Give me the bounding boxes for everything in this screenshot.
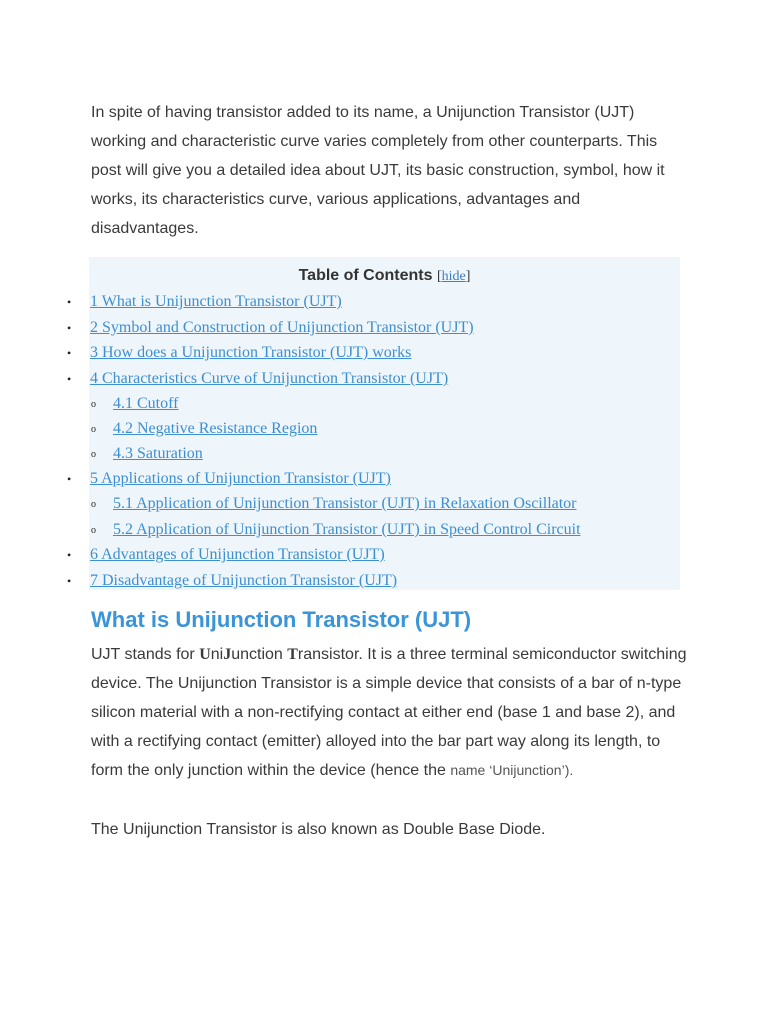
toc-item-label: Characteristics Curve of Unijunction Transistor (UJT) xyxy=(98,370,449,387)
section-paragraph xyxy=(91,640,691,785)
toc-item-label: Cutoff xyxy=(133,395,179,412)
toc-item-5 xyxy=(67,469,391,489)
toc-link-cutoff[interactable] xyxy=(113,395,178,412)
toc-item-label: Application of Unijunction Transistor (UJT) in Speed Control Circuit xyxy=(133,521,581,538)
toc-hide-bracket-close: ] xyxy=(465,269,471,284)
toc-hide-link[interactable]: hide xyxy=(441,269,466,284)
toc-item-number: 5.2 xyxy=(113,521,133,538)
toc-sub-bullet: o xyxy=(91,424,96,435)
toc-hide-bracket-open: [ xyxy=(436,269,442,284)
toc-link-negative-resistance[interactable] xyxy=(113,420,317,437)
toc-item-label: Application of Unijunction Transistor (UJT) in Relaxation Oscillator xyxy=(133,495,577,512)
double-base-diode-note: The Unijunction Transistor is also known as Double Base Diode. xyxy=(91,821,546,838)
toc-link-saturation[interactable] xyxy=(113,445,203,462)
toc-link-what-is-ujt[interactable] xyxy=(90,293,342,310)
toc-item-4-3 xyxy=(91,444,203,464)
toc-item-label: Symbol and Construction of Unijunction Transistor (UJT) xyxy=(98,319,474,336)
toc-item-4-1 xyxy=(91,394,179,414)
toc-bullet: • xyxy=(67,346,72,360)
toc-item-label: Saturation xyxy=(133,445,203,462)
toc-hide-wrapper xyxy=(437,269,470,284)
toc-item-number: 6 xyxy=(90,546,98,563)
toc-item-3 xyxy=(67,343,412,363)
toc-item-number: 4.1 xyxy=(113,395,133,412)
toc-item-number: 1 xyxy=(90,293,98,310)
toc-bullet: • xyxy=(67,321,72,335)
toc-item-label: How does a Unijunction Transistor (UJT) works xyxy=(98,344,412,361)
toc-bullet: • xyxy=(67,472,72,486)
toc-link-advantages[interactable] xyxy=(90,546,385,563)
toc-item-number: 5 xyxy=(90,470,98,487)
toc-sub-bullet: o xyxy=(91,499,96,510)
text-ni: ni xyxy=(210,646,224,663)
toc-sub-bullet: o xyxy=(91,399,96,410)
toc-item-label: What is Unijunction Transistor (UJT) xyxy=(98,293,342,310)
toc-item-7 xyxy=(67,571,398,591)
toc-sub-bullet: o xyxy=(91,525,96,536)
toc-item-1 xyxy=(67,292,342,312)
toc-item-5-2 xyxy=(91,520,581,540)
toc-link-speed-control[interactable] xyxy=(113,521,581,538)
toc-link-symbol-construction[interactable] xyxy=(90,319,474,336)
paragraph-name-clause: name ‘Unijunction’). xyxy=(450,762,574,778)
toc-item-label: Disadvantage of Unijunction Transistor (UJT) xyxy=(98,572,398,589)
toc-item-number: 2 xyxy=(90,319,98,336)
emphasis-j: J xyxy=(223,646,232,663)
toc-item-number: 5.1 xyxy=(113,495,133,512)
emphasis-t: T xyxy=(287,646,298,663)
toc-link-applications[interactable] xyxy=(90,470,391,487)
toc-link-characteristics-curve[interactable] xyxy=(90,370,448,387)
toc-link-how-it-works[interactable] xyxy=(90,344,411,361)
toc-link-relaxation-oscillator[interactable] xyxy=(113,495,577,512)
paragraph-start: UJT stands for xyxy=(91,646,200,663)
toc-item-label: Negative Resistance Region xyxy=(133,420,318,437)
intro-paragraph: In spite of having transistor added to its name, a Unijunction Transistor (UJT) working and characteristic curve varies completely from other counterparts. This post will give you a detailed idea about UJT, its basic construction, symbol, how it works, its characteristics curve, various applications, advantages and disadvantages. xyxy=(91,104,665,237)
toc-item-label: Applications of Unijunction Transistor (UJT) xyxy=(98,470,391,487)
toc-item-label: Advantages of Unijunction Transistor (UJT) xyxy=(98,546,385,563)
section-heading: What is Unijunction Transistor (UJT) xyxy=(91,607,472,632)
toc-item-number: 3 xyxy=(90,344,98,361)
toc-item-number: 4.3 xyxy=(113,445,133,462)
paragraph-rest: ransistor. It is a three terminal semiconductor switching device. The Unijunction Transistor is a simple device that consists of a bar of n-type silicon material with a non-rectifying contact at either end (base 1 and base 2), and with a rectifying contact (emitter) alloyed into the bar part way along its length, to form the only junction within the device (hence the xyxy=(91,646,687,779)
toc-item-4-2 xyxy=(91,419,318,439)
toc-bullet: • xyxy=(67,372,72,386)
toc-item-number: 7 xyxy=(90,572,98,589)
emphasis-u: U xyxy=(199,646,211,663)
toc-sub-bullet: o xyxy=(91,449,96,460)
toc-item-number: 4 xyxy=(90,370,98,387)
toc-bullet: • xyxy=(67,548,72,562)
toc-item-number: 4.2 xyxy=(113,420,133,437)
toc-item-2 xyxy=(67,318,474,338)
toc-link-disadvantage[interactable] xyxy=(90,572,397,589)
toc-item-6 xyxy=(67,545,385,565)
toc-title: Table of Contents xyxy=(298,267,433,284)
toc-bullet: • xyxy=(67,295,72,309)
toc-item-4 xyxy=(67,369,449,389)
toc-title-row xyxy=(89,267,680,285)
toc-item-5-1 xyxy=(91,494,577,514)
text-unction: unction xyxy=(231,646,288,663)
toc-bullet: • xyxy=(67,574,72,588)
